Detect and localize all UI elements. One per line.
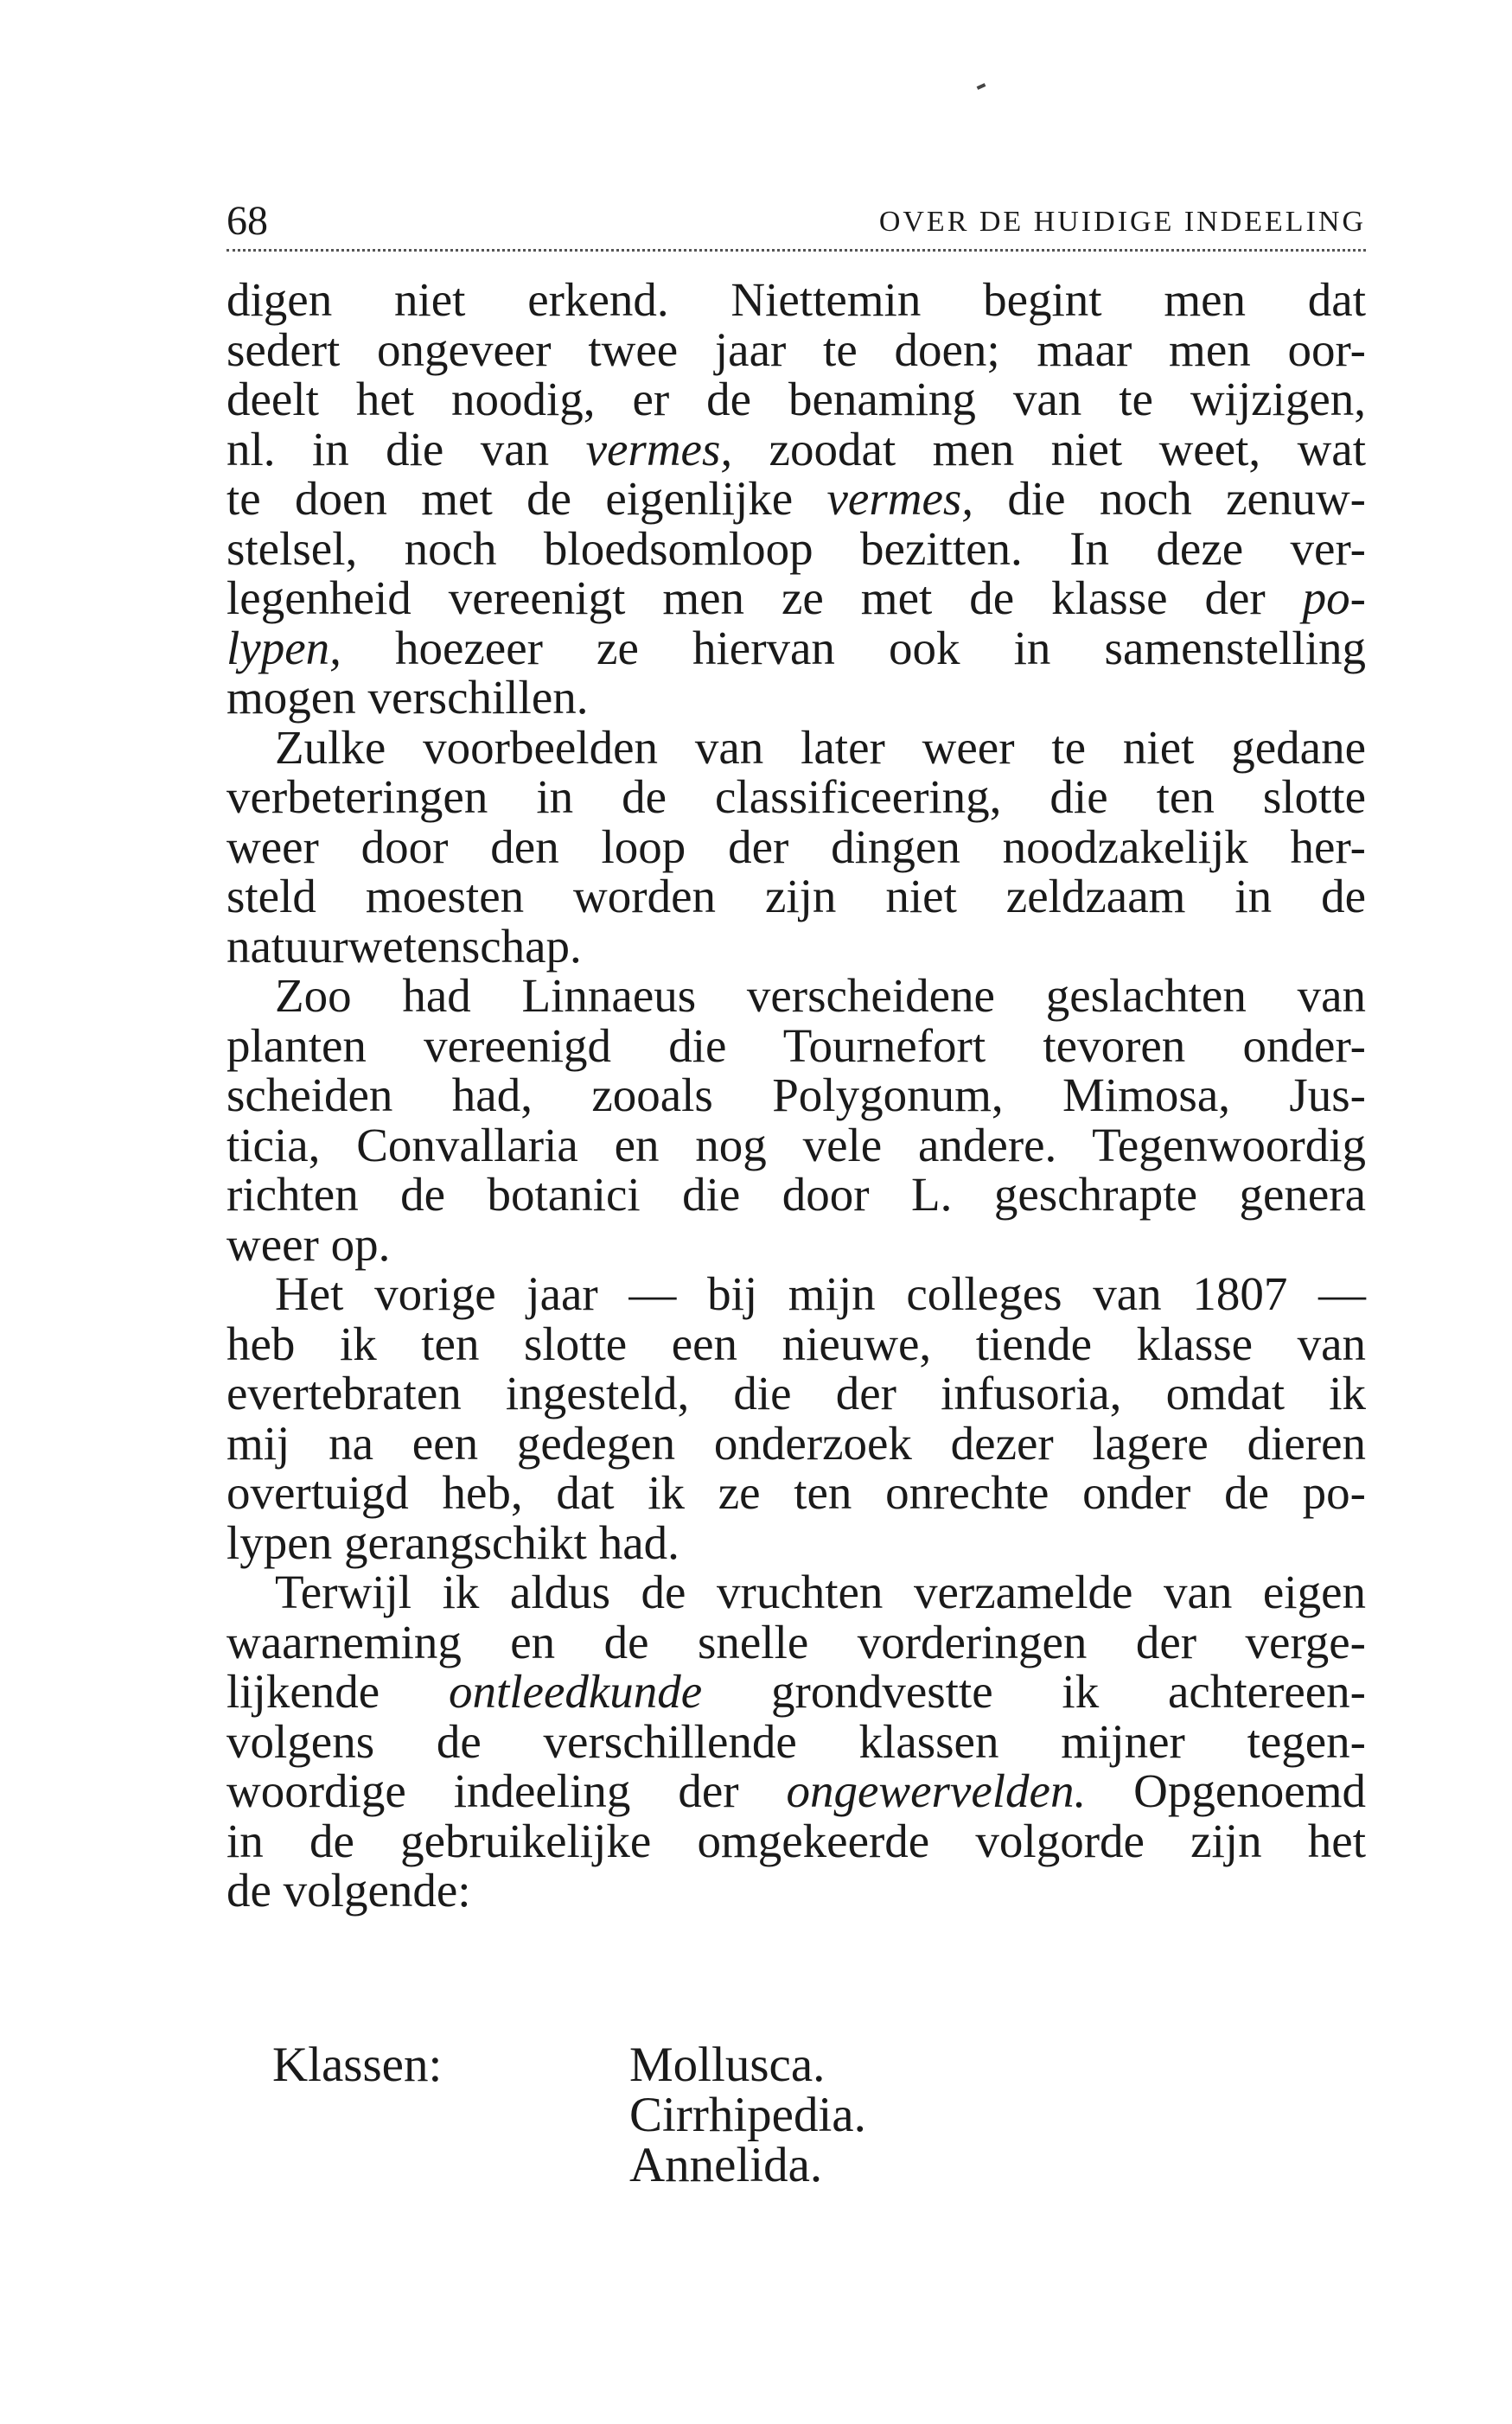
running-head: OVER DE HUIDIGE INDEELING — [878, 206, 1366, 238]
text-line — [226, 822, 1366, 872]
text-line — [226, 474, 1366, 524]
text-line — [226, 1468, 1366, 1518]
text-line — [226, 1217, 1366, 1271]
text-segment: mogen verschillen. — [226, 671, 589, 724]
text-segment: steld moesten worden zijn niet zeldzaam in de — [226, 870, 1366, 922]
text-line — [226, 871, 1366, 922]
classes-label: Klassen: — [272, 2038, 443, 2092]
text-segment: sedert ongeveer twee jaar te doen; maar men oor- — [226, 322, 1366, 376]
italic-text: lypen, — [226, 621, 341, 674]
text-segment: lypen gerangschikt had. — [226, 1515, 679, 1569]
text-segment: Opgenoemd — [1086, 1764, 1366, 1817]
text-segment: die noch zenuw- — [973, 472, 1366, 525]
text-line — [226, 1714, 1366, 1768]
text-segment: Het vorige jaar — bij mijn colleges van 1807 — — [275, 1267, 1366, 1320]
ink-mark — [977, 83, 986, 90]
text-line — [226, 971, 1366, 1021]
text-segment: grondvestte ik achtereen- — [702, 1665, 1366, 1718]
text-line — [226, 1816, 1366, 1866]
text-line — [226, 275, 1366, 325]
text-line — [226, 1766, 1366, 1816]
body-text — [226, 275, 1366, 1916]
text-segment: mij na een gedegen onderzoek dezer lagere dieren — [226, 1416, 1366, 1470]
text-segment: weer op. — [226, 1217, 391, 1271]
class-item: Mollusca. — [629, 2038, 826, 2092]
text-line — [226, 1416, 1366, 1470]
text-line — [226, 1170, 1366, 1220]
text-line — [226, 1018, 1366, 1072]
italic-text: po- — [1302, 571, 1366, 624]
classes-list — [629, 2040, 866, 2191]
text-segment: digen niet erkend. Niettemin begint men dat — [226, 273, 1366, 326]
text-line — [226, 1120, 1366, 1171]
text-segment: evertebraten ingesteld, die der infusoria, omdat ik — [226, 1367, 1366, 1419]
text-segment: Zulke voorbeelden van later weer te niet gedane — [275, 720, 1366, 774]
text-segment: nl. in die van — [226, 422, 586, 475]
text-segment: woordige indeeling der — [226, 1764, 787, 1817]
text-segment: de volgende: — [226, 1864, 471, 1917]
class-item: Annelida. — [629, 2138, 823, 2192]
italic-text: vermes, — [585, 422, 733, 475]
text-segment: Zoo had Linnaeus verscheidene geslachten van — [275, 969, 1366, 1022]
text-line — [226, 720, 1366, 774]
text-line — [226, 1070, 1366, 1120]
text-segment: verbeteringen in de classificeering, die ten slotte — [226, 770, 1366, 823]
text-line — [226, 322, 1366, 376]
text-segment: heb ik ten slotte een nieuwe, tiende klasse van — [226, 1317, 1366, 1370]
text-segment: overtuigd heb, dat ik ze ten onrechte onder de po- — [226, 1466, 1366, 1519]
text-segment: weer door den loop der dingen noodzakelijk her- — [226, 820, 1366, 873]
text-line — [226, 424, 1366, 475]
page-header — [226, 197, 1366, 252]
text-segment: stelsel, noch bloedsomloop bezitten. In deze ver- — [226, 521, 1366, 575]
text-line — [226, 1866, 1366, 1916]
text-segment: te doen met de eigenlijke — [226, 472, 827, 525]
text-segment: ticia, Convallaria en nog vele andere. Tegenwoordig — [226, 1118, 1366, 1171]
page-number: 68 — [226, 198, 268, 244]
text-line — [226, 1617, 1366, 1668]
text-line — [226, 1368, 1366, 1419]
italic-text: ongewervelden. — [786, 1764, 1087, 1817]
text-segment: Terwijl ik aldus de vruchten verzamelde van eigen — [275, 1566, 1366, 1618]
text-segment: in de gebruikelijke omgekeerde volgorde zijn het — [226, 1814, 1366, 1867]
text-line — [226, 1515, 1366, 1569]
text-line — [226, 623, 1366, 673]
text-line — [226, 374, 1366, 424]
text-segment: waarneming en de snelle vorderingen der verge- — [226, 1615, 1366, 1668]
text-line — [226, 919, 1366, 973]
text-line — [226, 1319, 1366, 1369]
text-line — [226, 1667, 1366, 1717]
italic-text: vermes, — [826, 472, 974, 525]
text-line — [226, 573, 1366, 623]
text-segment: legenheid vereenigt men ze met de klasse der — [226, 571, 1303, 624]
text-segment: planten vereenigd die Tournefort tevoren onder- — [226, 1018, 1366, 1072]
text-segment: natuurwetenschap. — [226, 919, 582, 973]
text-segment: richten de botanici die door L. geschrapte genera — [226, 1168, 1366, 1221]
text-segment: volgens de verschillende klassen mijner tegen- — [226, 1714, 1366, 1768]
text-segment: deelt het noodig, er de benaming van te wijzigen, — [226, 373, 1366, 425]
text-line — [226, 1567, 1366, 1617]
text-segment: hoezeer ze hiervan ook in samenstelling — [341, 621, 1366, 674]
text-segment: lijkende — [226, 1665, 449, 1718]
text-segment: scheiden had, zooals Polygonum, Mimosa, Jus- — [226, 1068, 1366, 1121]
text-line — [226, 1269, 1366, 1319]
class-item: Cirrhipedia. — [629, 2088, 866, 2142]
italic-text: ontleedkunde — [448, 1665, 703, 1718]
text-segment: zoodat men niet weet, wat — [732, 422, 1366, 475]
text-line — [226, 673, 1366, 723]
text-line — [226, 772, 1366, 822]
text-line — [226, 521, 1366, 575]
